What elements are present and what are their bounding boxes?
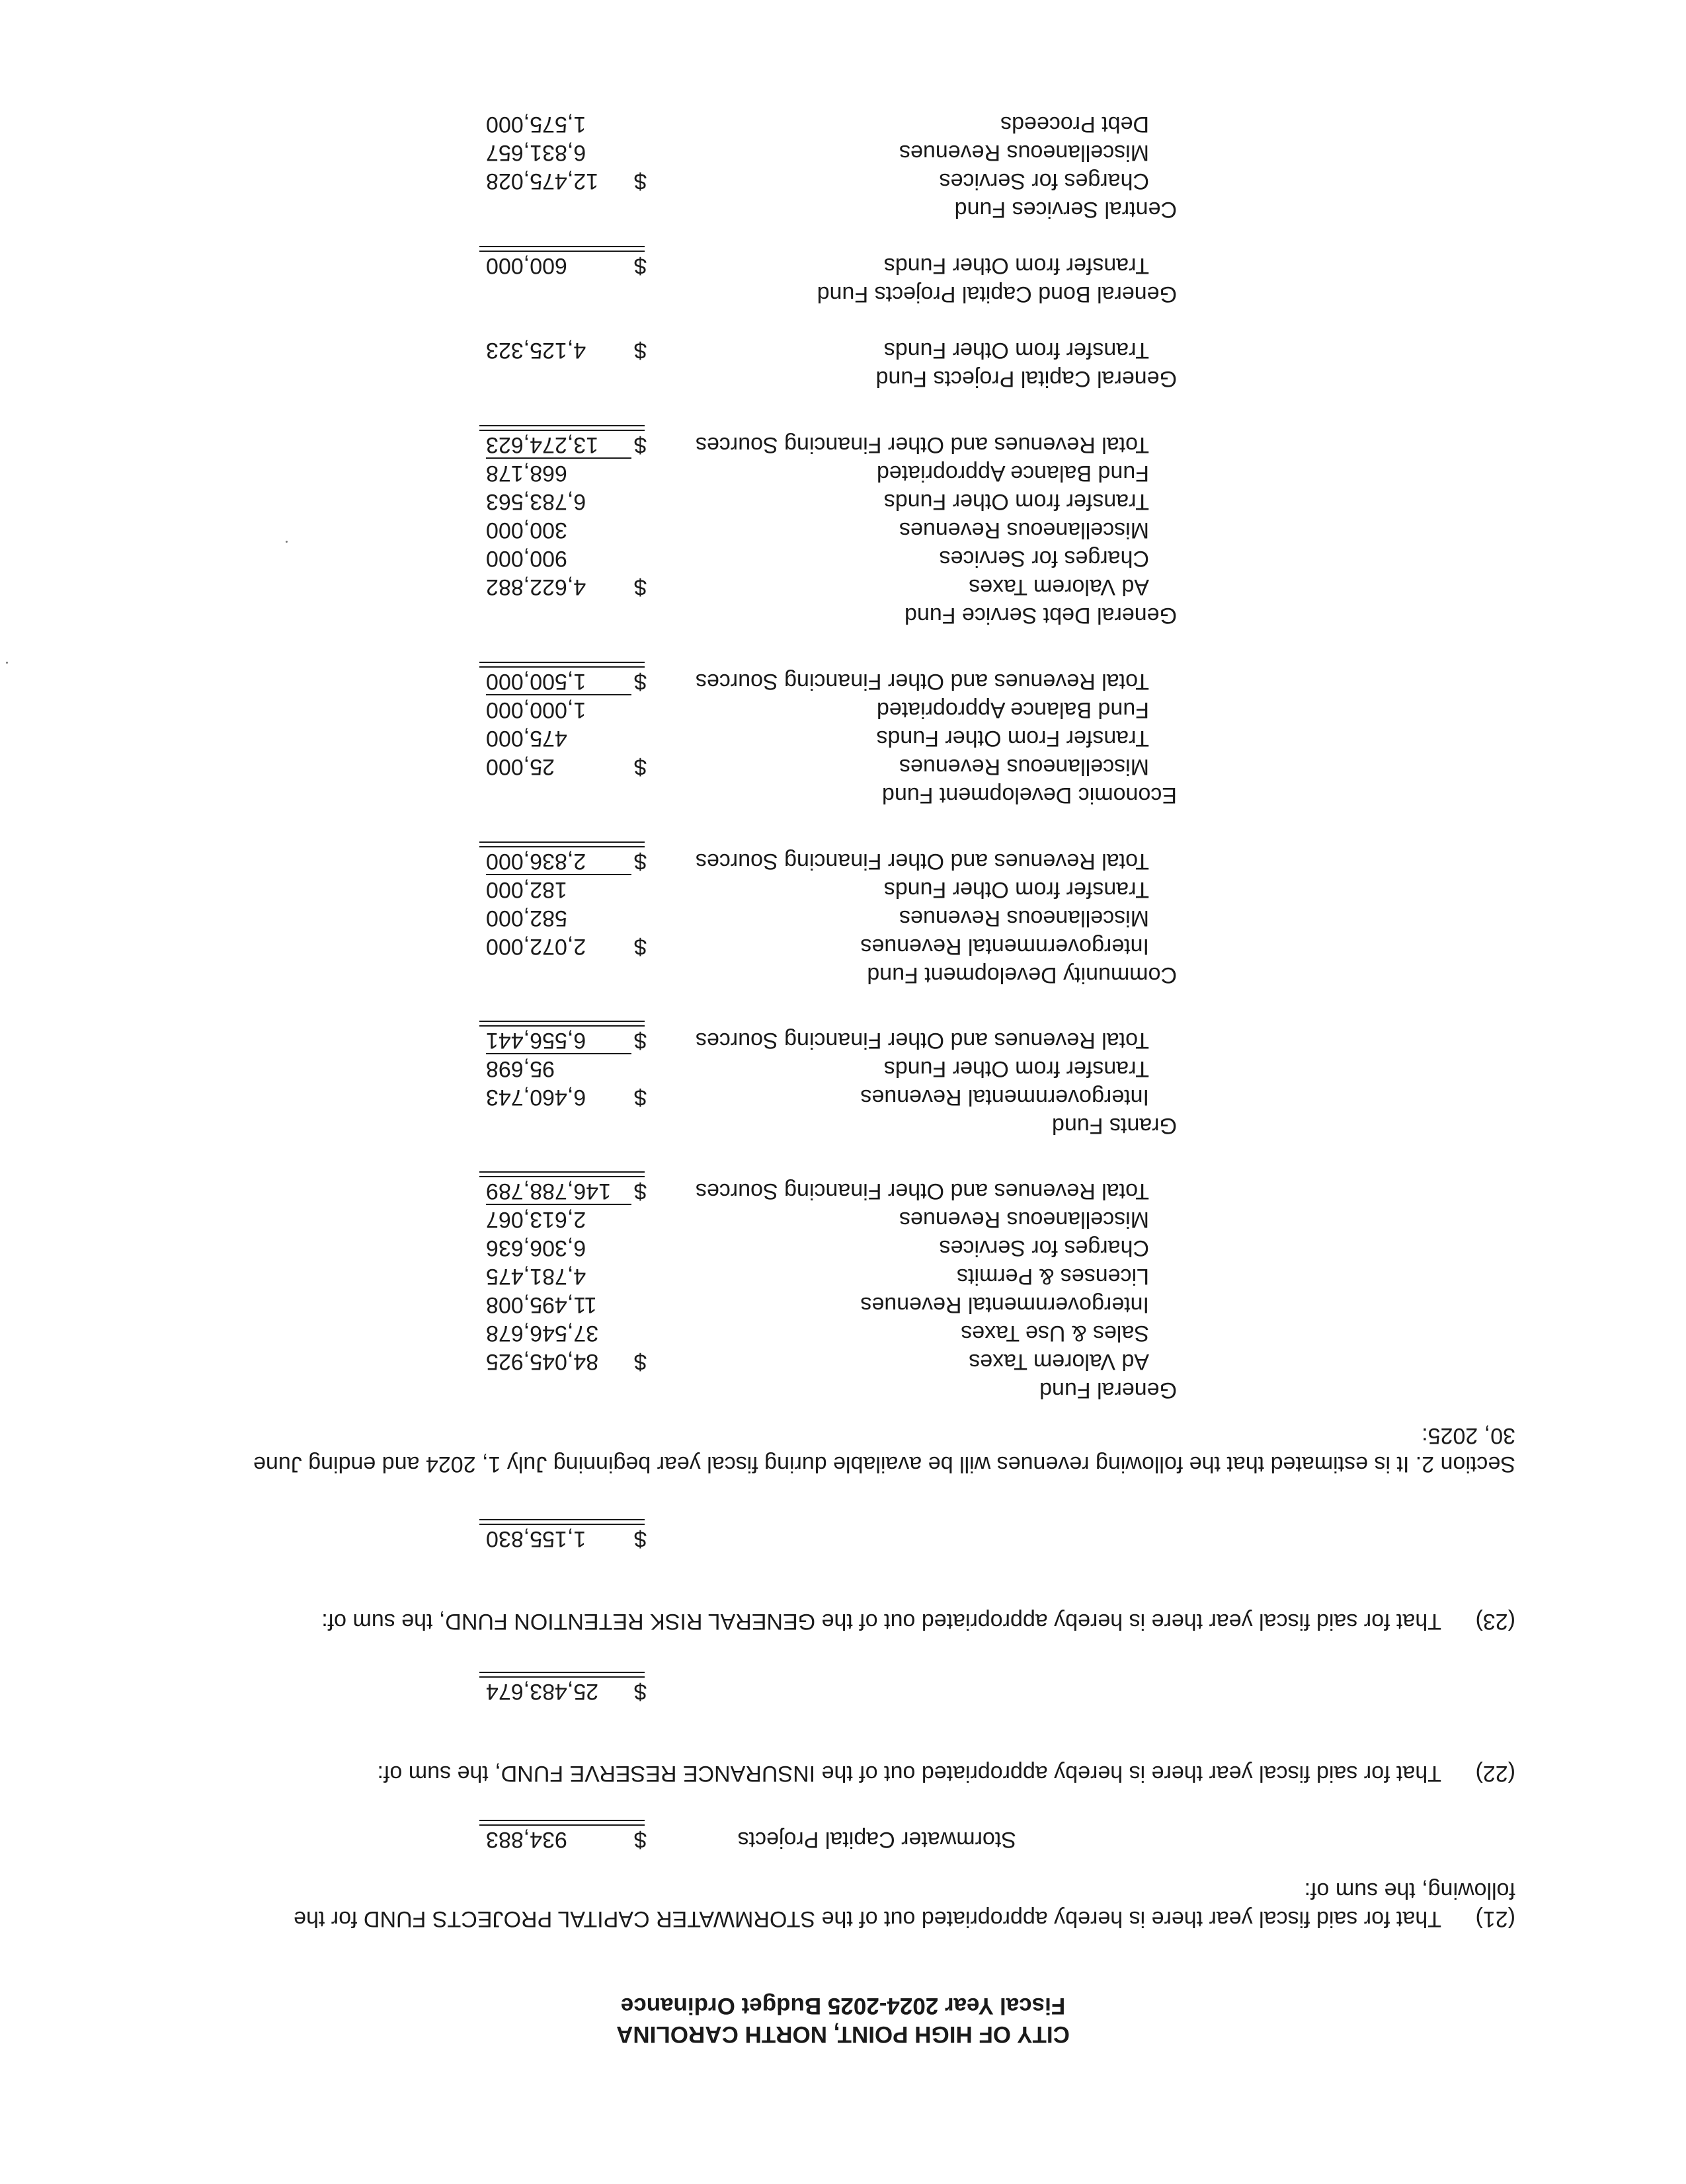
- double-underline: [479, 246, 645, 252]
- revenue-amount: 4,781,475: [486, 1264, 586, 1289]
- item-number: (23): [1475, 1609, 1515, 1634]
- revenue-label: Miscellaneous Revenues: [899, 754, 1149, 779]
- revenue-label: Intergovernmental Revenues: [860, 934, 1149, 959]
- currency-sign: $: [634, 432, 647, 457]
- revenue-amount: 1,575,000: [486, 112, 586, 137]
- total-amount: 13,274,623: [486, 432, 599, 457]
- item-23: [220, 1607, 1515, 1635]
- revenue-label: Miscellaneous Revenues: [899, 906, 1149, 931]
- insurance-reserve-amount: 25,483,674: [486, 1679, 599, 1704]
- revenue-label: Intergovernmental Revenues: [860, 1085, 1149, 1110]
- revenue-amount: 582,000: [486, 906, 567, 931]
- total-label: Total Revenues and Other Financing Sources: [695, 849, 1149, 874]
- currency-sign: $: [634, 1827, 647, 1852]
- fund-title: Economic Development Fund: [881, 783, 1177, 808]
- item-number: (21): [1475, 1906, 1515, 1931]
- revenue-label: Transfer from Other Funds: [883, 253, 1149, 278]
- document-title: CITY OF HIGH POINT, NORTH CAROLINA: [616, 2021, 1070, 2047]
- double-underline: [479, 1171, 645, 1177]
- currency-sign: $: [634, 1349, 647, 1374]
- scan-speck: [6, 662, 8, 664]
- revenue-label: Charges for Services: [939, 546, 1149, 571]
- revenue-label: Transfer from Other Funds: [883, 877, 1149, 902]
- item-number: (22): [1475, 1761, 1515, 1786]
- fund-title: Grants Fund: [1052, 1113, 1177, 1138]
- total-label: Total Revenues and Other Financing Sources: [695, 1179, 1149, 1204]
- currency-sign: $: [634, 338, 647, 363]
- revenue-amount: 12,475,028: [486, 169, 599, 194]
- revenue-amount: 475,000: [486, 726, 567, 751]
- revenue-amount: 6,306,636: [486, 1235, 586, 1261]
- revenue-label: Fund Balance Appropriated: [876, 697, 1149, 722]
- revenue-label: Sales & Use Taxes: [961, 1321, 1149, 1346]
- item-text: That for said fiscal year there is hereby appropriated out of the GENERAL RISK RETENTION FUND, the sum of:: [321, 1609, 1441, 1634]
- total-label: Total Revenues and Other Financing Sources: [695, 432, 1149, 457]
- fund-title: General Debt Service Fund: [904, 603, 1177, 628]
- revenue-label: Charges for Services: [939, 1235, 1149, 1261]
- risk-retention-amount: 1,155,830: [486, 1526, 586, 1551]
- currency-sign: $: [634, 1085, 647, 1110]
- revenue-amount: 95,698: [486, 1053, 631, 1083]
- section-2: Section 2. It is estimated that the following revenues will be available during fiscal year beginning July 1, 2024 and ending June 30, 2025:: [253, 1423, 1515, 1477]
- revenue-amount: 25,000: [486, 754, 555, 779]
- revenue-amount: 182,000: [486, 874, 631, 904]
- revenue-amount: 6,783,563: [486, 489, 586, 514]
- revenue-amount: 37,546,678: [486, 1321, 599, 1346]
- revenue-label: Fund Balance Appropriated: [876, 461, 1149, 486]
- fund-title: Central Services Fund: [954, 197, 1177, 222]
- currency-sign: $: [634, 669, 647, 694]
- revenue-label: Miscellaneous Revenues: [899, 1207, 1149, 1232]
- revenue-amount: 84,045,925: [486, 1349, 599, 1374]
- revenue-amount: 2,072,000: [486, 934, 586, 959]
- currency-sign: $: [634, 934, 647, 959]
- fund-title: General Bond Capital Projects Fund: [817, 282, 1177, 307]
- currency-sign: $: [634, 574, 647, 600]
- fund-title: General Capital Projects Fund: [875, 366, 1177, 391]
- total-amount: 2,836,000: [486, 849, 586, 874]
- revenue-label: Transfer from Other Funds: [883, 489, 1149, 514]
- item-21: [220, 1876, 1515, 1933]
- stormwater-amount: 934,883: [486, 1827, 567, 1852]
- currency-sign: $: [634, 849, 647, 874]
- currency-sign: $: [634, 1028, 647, 1053]
- total-label: Total Revenues and Other Financing Sources: [695, 669, 1149, 694]
- revenue-label: Transfer From Other Funds: [876, 726, 1149, 751]
- total-label: Total Revenues and Other Financing Sources: [695, 1028, 1149, 1053]
- revenue-amount: 11,495,008: [486, 1292, 597, 1317]
- stormwater-label: Stormwater Capital Projects: [737, 1827, 1016, 1852]
- item-22: [220, 1759, 1515, 1787]
- revenue-label: Charges for Services: [939, 169, 1149, 194]
- revenue-label: Ad Valorem Taxes: [969, 574, 1149, 600]
- item-text: That for said fiscal year there is hereby appropriated out of the STORMWATER CAPITAL PROJECTS FUND for the following, the sum of:: [294, 1878, 1515, 1931]
- total-amount: 6,556,441: [486, 1028, 586, 1053]
- revenue-amount: 4,622,882: [486, 574, 586, 600]
- revenue-amount: 300,000: [486, 518, 567, 543]
- scan-speck: [286, 541, 288, 543]
- double-underline: [479, 425, 645, 431]
- document-subtitle: Fiscal Year 2024-2025 Budget Ordinance: [620, 1993, 1066, 2019]
- currency-sign: $: [634, 1679, 647, 1704]
- revenue-label: Ad Valorem Taxes: [969, 1349, 1149, 1374]
- revenue-amount: 600,000: [486, 253, 567, 278]
- revenue-label: Transfer from Other Funds: [883, 1056, 1149, 1081]
- revenue-amount: 2,613,067: [486, 1204, 631, 1233]
- currency-sign: $: [634, 754, 647, 779]
- revenue-amount: 900,000: [486, 546, 567, 571]
- revenue-label: Transfer from Other Funds: [883, 338, 1149, 363]
- double-underline: [479, 1519, 645, 1525]
- revenue-label: Debt Proceeds: [1000, 112, 1149, 137]
- fund-title: Community Development Fund: [867, 962, 1177, 988]
- fund-title: General Fund: [1039, 1378, 1177, 1403]
- revenue-label: Intergovernmental Revenues: [860, 1292, 1149, 1317]
- revenue-label: Miscellaneous Revenues: [899, 518, 1149, 543]
- currency-sign: $: [634, 169, 647, 194]
- double-underline: [479, 1820, 645, 1826]
- double-underline: [479, 1021, 645, 1027]
- revenue-amount: 6,831,657: [486, 140, 586, 165]
- double-underline: [479, 841, 645, 847]
- revenue-label: Miscellaneous Revenues: [899, 140, 1149, 165]
- revenue-label: Licenses & Permits: [957, 1264, 1149, 1289]
- double-underline: [479, 1672, 645, 1678]
- revenue-amount: 668,178: [486, 457, 631, 487]
- currency-sign: $: [634, 1179, 647, 1204]
- total-amount: 146,788,789: [486, 1179, 612, 1204]
- revenue-amount: 1,000,000: [486, 694, 631, 724]
- total-amount: 1,500,000: [486, 669, 586, 694]
- revenue-amount: 4,125,323: [486, 338, 586, 363]
- double-underline: [479, 662, 645, 668]
- currency-sign: $: [634, 253, 647, 278]
- revenue-amount: 6,460,743: [486, 1085, 586, 1110]
- item-text: That for said fiscal year there is hereby appropriated out of the INSURANCE RESERVE FUND, the sum of:: [377, 1761, 1441, 1786]
- currency-sign: $: [634, 1526, 647, 1551]
